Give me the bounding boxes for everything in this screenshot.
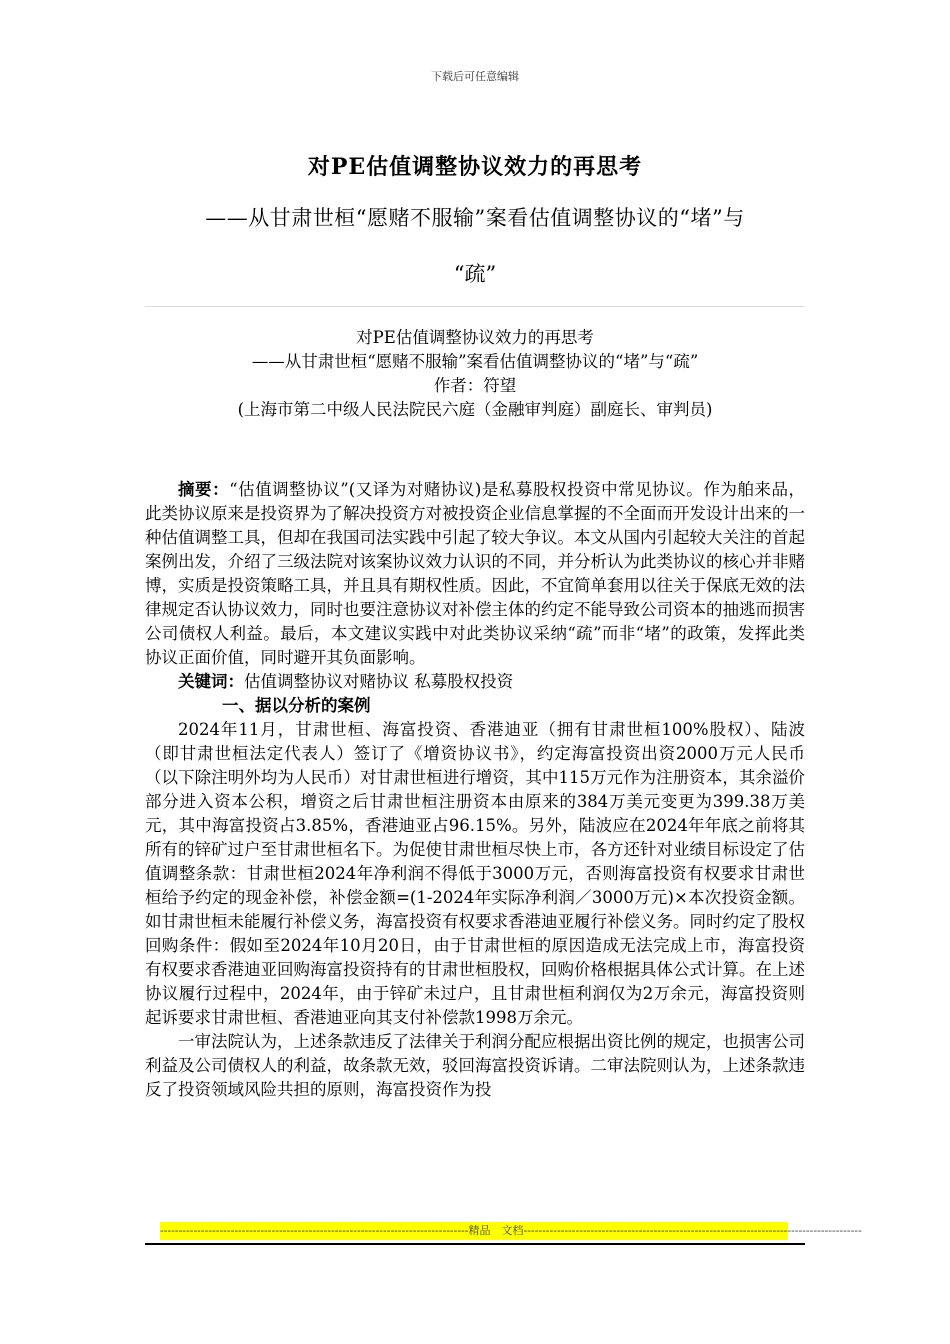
article-title: 对PE估值调整协议效力的再思考: [356, 328, 594, 347]
separator-line: [145, 306, 805, 307]
document-subtitle-line1: ——从甘肃世桓“愿赌不服输”案看估值调整协议的“堵”与: [205, 206, 745, 230]
document-subtitle-line2: “疏”: [453, 262, 497, 286]
header-note: 下载后可任意编辑: [431, 70, 519, 83]
article-subtitle: ——从甘肃世桓“愿赌不服输”案看估值调整协议的“堵”与“疏”: [251, 352, 699, 371]
document-title: 对PE估值调整协议效力的再思考: [307, 154, 643, 180]
footer-banner: -----------------------------------------------------------------------------------精品 文档-------------------------------------------------------------------------------------------: [160, 1222, 788, 1240]
abstract-text: “估值调整协议”(又译为对赌协议)是私募股权投资中常见协议。作为舶来品， 此类协议原来是投资界为了解决投资方对被投资企业信息掌握的不全面而开发设计出来的一种估值调整工具，但却在我国司法实践中引起了较大争议。本文从国内引起较大关注的首起案例出发，介绍了三级法院对该案协议效力认识的不同，并分析认为此类协议的核心并非赌博，实质是投资策略工具，并且具有期权性质。因此，不宜简单套用以往关于保底无效的法律规定否认协议效力，同时也要注意协议对补偿主体的约定不能导致公司资本的抽逃而损害公司债权人利益。最后，本文建议实践中对此类协议采纳“疏”而非“堵”的政策，发挥此类协议正面价值，同时避开其负面影响。: [145, 480, 806, 667]
keywords-text: 估值调整协议对赌协议 私募股权投资: [244, 672, 514, 691]
case-paragraph-1: 2024年11月，甘肃世桓、海富投资、香港迪亚（拥有甘肃世桓100%股权）、陆波（即甘肃世桓法定代表人）签订了《增资协议书》，约定海富投资出资2000万元人民币（以下除注明外均为人民币）对甘肃世桓进行增资，其中115万元作为注册资本，其余溢价部分进入资本公积，增资之后甘肃世桓注册资本由原来的384万美元变更为399.38万美元，其中海富投资占3.85%，香港迪亚占96.15%。另外，陆波应在2024年年底之前将其所有的锌矿过户至甘肃世桓名下。为促使甘肃世桓尽快上市，各方还针对业绩目标设定了估值调整条款：甘肃世桓2024年净利润不得低于3000万元，否则海富投资有权要求甘肃世桓给予约定的现金补偿，补偿金额=(1-2024年实际净利润／3000万元)×本次投资金额。如甘肃世桓未能履行补偿义务，海富投资有权要求香港迪亚履行补偿义务。同时约定了股权回购条件：假如至2024年10月20日，由于甘肃世桓的原因造成无法完成上市，海富投资有权要求香港迪亚回购海富投资持有的甘肃世桓股权，回购价格根据具体公式计算。在上述协议履行过程中，2024年，由于锌矿未过户，且甘肃世桓利润仅为2万余元，海富投资则起诉要求甘肃世桓、香港迪亚向其支付补偿款1998万余元。: [145, 720, 805, 1027]
article-header-block: [145, 326, 805, 422]
abstract-paragraph: [145, 478, 805, 670]
section-heading: 一、据以分析的案例: [222, 696, 371, 715]
case-paragraph-2: 一审法院认为，上述条款违反了法律关于利润分配应根据出资比例的规定，也损害公司利益及公司债权人的利益，故条款无效，驳回海富投资诉请。二审法院则认为，上述条款违反了投资领域风险共担的原则，海富投资作为投: [145, 1032, 805, 1099]
footer-rule: [145, 1243, 805, 1245]
article-author: 作者：符望: [433, 376, 517, 395]
article-body: [145, 478, 805, 1102]
keywords-paragraph: [145, 670, 805, 694]
keywords-label: 关键词：: [178, 672, 244, 691]
abstract-label: 摘要：: [178, 480, 230, 499]
article-affiliation: (上海市第二中级人民法院民六庭（金融审判庭）副庭长、审判员): [237, 400, 713, 419]
